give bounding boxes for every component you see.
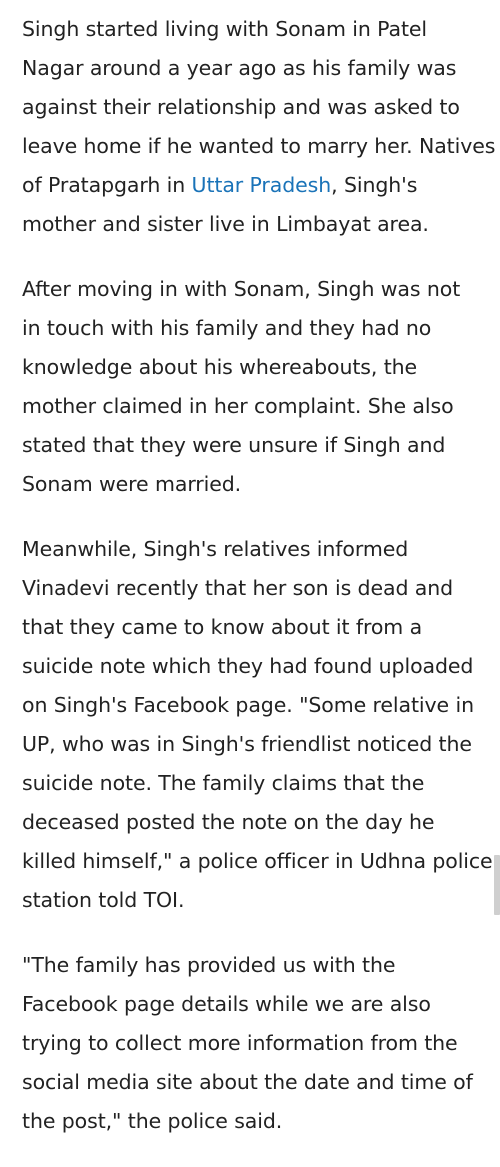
paragraph-line: Sonam were married.	[22, 472, 242, 496]
paragraph-line: in touch with his family and they had no	[22, 316, 432, 340]
uttar-pradesh-link[interactable]: Uttar Pradesh	[191, 173, 332, 197]
paragraph-line: suicide note. The family claims that the	[22, 771, 425, 795]
article-paragraph-2	[22, 270, 488, 504]
paragraph-line: leave home if he wanted to marry her. Natives	[22, 134, 496, 158]
text-after-link: , Singh's	[331, 173, 418, 197]
paragraph-line: the post," the police said.	[22, 1109, 283, 1133]
article-body	[22, 10, 496, 1167]
scrollbar-thumb[interactable]	[494, 855, 500, 915]
paragraph-line: that they came to know about it from a	[22, 615, 423, 639]
paragraph-line: "The family has provided us with the	[22, 953, 396, 977]
paragraph-line: Singh started living with Sonam in Patel	[22, 17, 428, 41]
article-paragraph-4	[22, 946, 488, 1141]
paragraph-line: knowledge about his whereabouts, the	[22, 355, 418, 379]
article-paragraph-3	[22, 530, 493, 920]
paragraph-line: social media site about the date and time of	[22, 1070, 473, 1094]
paragraph-line: stated that they were unsure if Singh and	[22, 433, 446, 457]
paragraph-line: mother claimed in her complaint. She also	[22, 394, 454, 418]
text-before-link: of Pratapgarh in	[22, 173, 192, 197]
paragraph-line: Facebook page details while we are also	[22, 992, 431, 1016]
paragraph-line: suicide note which they had found uploaded	[22, 654, 474, 678]
paragraph-line: deceased posted the note on the day he	[22, 810, 435, 834]
paragraph-line: mother and sister live in Limbayat area.	[22, 212, 429, 236]
paragraph-line: Nagar around a year ago as his family was	[22, 56, 457, 80]
article-paragraph-1	[22, 10, 496, 244]
paragraph-line-with-link	[22, 166, 488, 205]
paragraph-line: on Singh's Facebook page. "Some relative in	[22, 693, 474, 717]
paragraph-line: Meanwhile, Singh's relatives informed	[22, 537, 409, 561]
paragraph-line: trying to collect more information from the	[22, 1031, 458, 1055]
paragraph-line: UP, who was in Singh's friendlist noticed the	[22, 732, 472, 756]
paragraph-line: against their relationship and was asked to	[22, 95, 460, 119]
paragraph-line: station told TOI.	[22, 888, 185, 912]
paragraph-line: Vinadevi recently that her son is dead and	[22, 576, 454, 600]
paragraph-line: After moving in with Sonam, Singh was not	[22, 277, 461, 301]
paragraph-line: killed himself," a police officer in Udhna police	[22, 849, 493, 873]
